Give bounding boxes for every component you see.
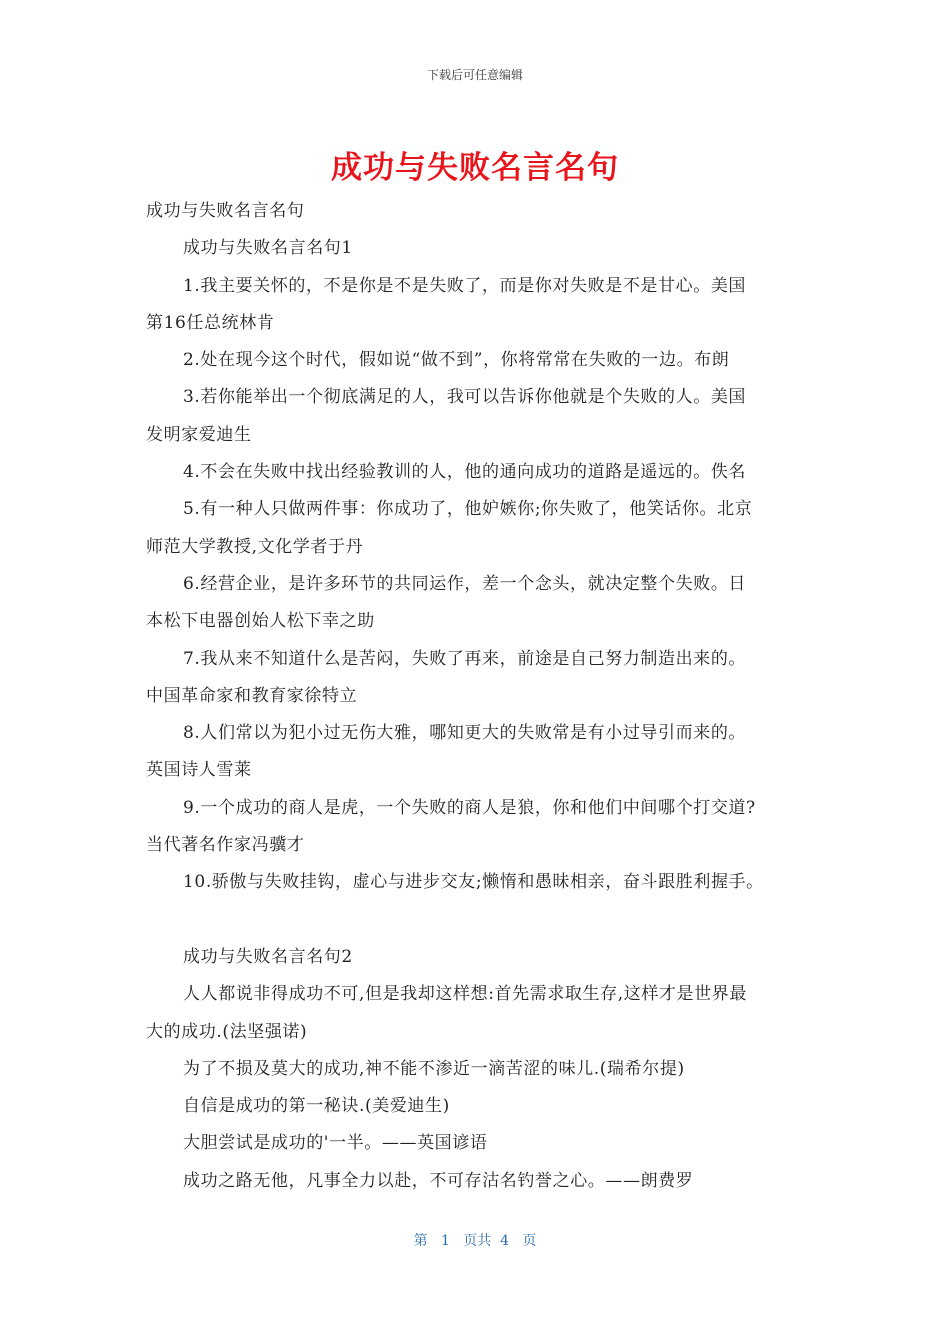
body-line: 发明家爱迪生: [146, 424, 252, 445]
body-line: 成功与失败名言名句2: [183, 946, 353, 967]
body-line: 第16任总统林肯: [146, 312, 275, 333]
footer-page-label: 第: [413, 1233, 428, 1249]
body-line: 人人都说非得成功不可,但是我却这样想:首先需求取生存,这样才是世界最: [183, 984, 747, 1005]
body-line: 当代著名作家冯骥才: [146, 835, 305, 856]
body-line: 7.我从来不知道什么是苦闷，失败了再来，前途是自己努力制造出来的。: [183, 648, 747, 669]
body-line: 4.不会在失败中找出经验教训的人，他的通向成功的道路是遥远的。佚名: [183, 462, 747, 483]
footer-total-pages: 4: [500, 1233, 510, 1249]
body-line: 1.我主要关怀的，不是你是不是失败了，而是你对失败是不是甘心。美国: [183, 275, 747, 296]
body-line: 3.若你能举出一个彻底满足的人，我可以告诉你他就是个失败的人。美国: [183, 387, 747, 408]
body-line: 中国革命家和教育家徐特立: [146, 685, 358, 706]
body-line: 为了不损及莫大的成功,神不能不渗近一滴苦涩的味儿.(瑞希尔提): [183, 1058, 685, 1079]
body-line: 大的成功.(法坚强诺): [146, 1021, 308, 1042]
body-line: 5.有一种人只做两件事：你成功了，他妒嫉你;你失败了，他笑话你。北京: [183, 499, 753, 520]
body-line: 10.骄傲与失败挂钩，虚心与进步交友;懒惰和愚昧相亲，奋斗跟胜利握手。: [183, 872, 764, 893]
body-line: 6.经营企业，是许多环节的共同运作，差一个念头，就决定整个失败。日: [183, 573, 747, 594]
body-line: 本松下电器创始人松下幸之助: [146, 611, 375, 632]
body-line: 师范大学教授,文化学者于丹: [146, 536, 364, 557]
footer-page-suffix: 页: [522, 1233, 537, 1249]
page-footer: [0, 1230, 950, 1250]
blank-line: [146, 902, 811, 939]
body-line: 成功与失败名言名句: [146, 201, 305, 221]
body-line: 8.人们常以为犯小过无伤大雅，哪知更大的失败常是有小过导引而来的。: [183, 723, 747, 744]
header-note: 下载后可任意编辑: [426, 68, 523, 82]
footer-total-label: 页共: [463, 1233, 492, 1249]
body-line: 2.处在现今这个时代，假如说“做不到”，你将常常在失败的一边。布朗: [183, 350, 730, 371]
body-line: 成功之路无他，凡事全力以赴，不可存沽名钓誉之心。——朗费罗: [183, 1170, 694, 1191]
document-body: [146, 193, 811, 1200]
document-title: 成功与失败名言名句: [331, 150, 619, 186]
footer-page-number: 1: [440, 1233, 450, 1249]
body-line: 9.一个成功的商人是虎，一个失败的商人是狼，你和他们中间哪个打交道?: [183, 797, 756, 818]
body-line: 成功与失败名言名句1: [183, 238, 353, 259]
body-line: 自信是成功的第一秘诀.(美爱迪生): [183, 1096, 450, 1117]
body-line: 英国诗人雪莱: [146, 760, 252, 781]
body-line: 大胆尝试是成功的'一半。——英国谚语: [183, 1133, 488, 1154]
